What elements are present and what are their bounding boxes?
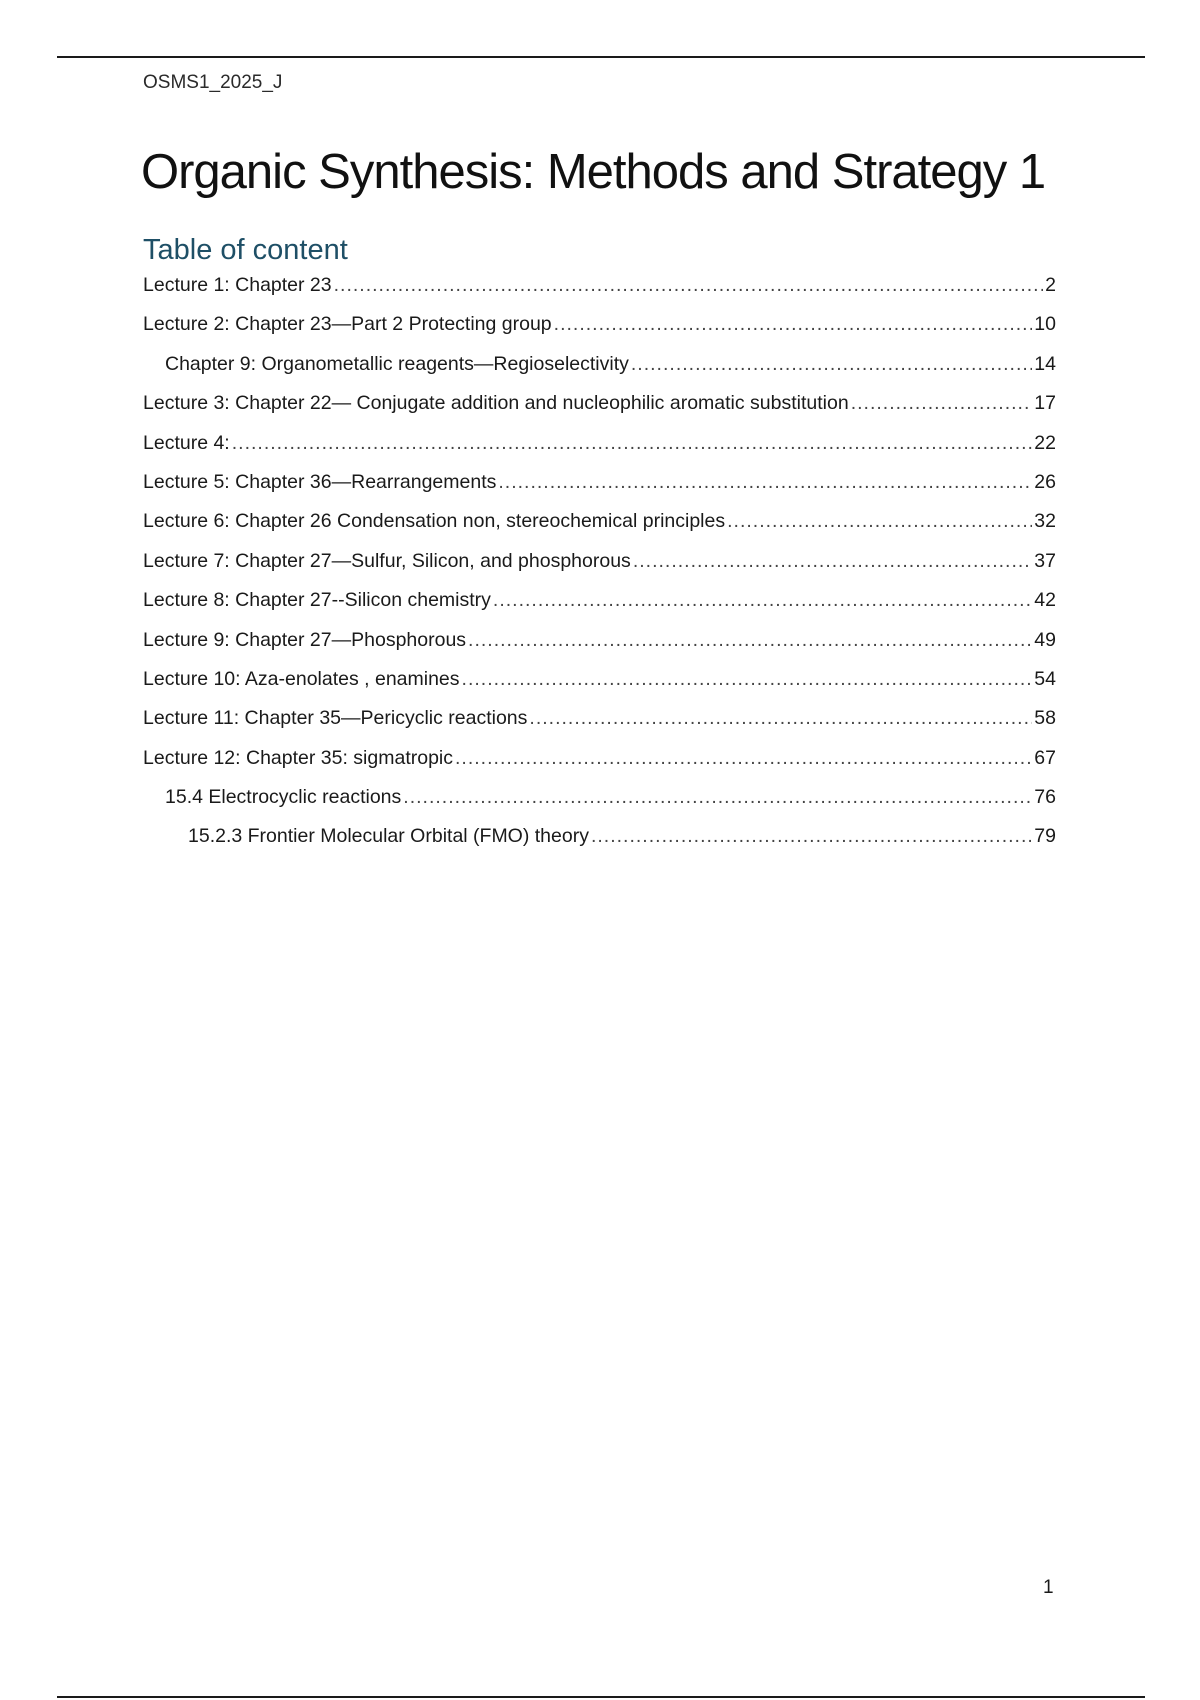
toc-entry-label: Lecture 2: Chapter 23—Part 2 Protecting group (143, 313, 552, 336)
toc-entry-page: 22 (1034, 431, 1056, 454)
toc-entry-page: 37 (1034, 549, 1056, 572)
toc-dot-leader (334, 274, 1044, 297)
toc-dot-leader (498, 471, 1032, 494)
toc-entry-label: 15.4 Electrocyclic reactions (165, 786, 402, 809)
toc-entry[interactable] (143, 471, 1056, 510)
toc-entry[interactable] (143, 707, 1056, 746)
toc-entry-page: 26 (1034, 470, 1056, 493)
toc-entry[interactable] (143, 550, 1056, 589)
toc-entry-page: 17 (1034, 392, 1056, 415)
toc-entry-label: Chapter 9: Organometallic reagents—Regioselectivity (165, 352, 629, 375)
toc-entry-label: Lecture 5: Chapter 36—Rearrangements (143, 470, 497, 493)
toc-dot-leader (529, 707, 1032, 730)
toc-entry[interactable] (143, 668, 1056, 707)
footer-rule (57, 1696, 1145, 1698)
toc-entry-page: 76 (1034, 786, 1056, 809)
toc-entry-page: 14 (1034, 352, 1056, 375)
toc-entry-label: Lecture 9: Chapter 27—Phosphorous (143, 628, 467, 651)
toc-entry-label: Lecture 7: Chapter 27—Sulfur, Silicon, and phosphorous (143, 549, 631, 572)
toc-dot-leader (727, 510, 1032, 533)
toc-entry-page: 10 (1034, 313, 1056, 336)
toc-entry[interactable] (143, 589, 1056, 628)
toc-entry[interactable] (143, 825, 1056, 864)
toc-entry-label: Lecture 4: (143, 431, 230, 454)
toc-dot-leader (554, 313, 1033, 336)
toc-dot-leader (403, 786, 1032, 809)
toc-entry-label: Lecture 11: Chapter 35—Pericyclic reactions (143, 707, 528, 730)
toc-entry[interactable] (143, 353, 1056, 392)
header-rule (57, 56, 1145, 58)
table-of-contents (143, 274, 1056, 865)
toc-entry-page: 49 (1034, 628, 1056, 651)
toc-entry-page: 2 (1045, 274, 1056, 296)
toc-entry[interactable] (143, 629, 1056, 668)
toc-entry-label: Lecture 12: Chapter 35: sigmatropic (143, 746, 454, 769)
toc-entry[interactable] (143, 432, 1056, 471)
toc-dot-leader (631, 353, 1032, 376)
toc-entry-label: Lecture 3: Chapter 22— Conjugate addition and nucleophilic aromatic substitution (143, 392, 849, 415)
toc-entry-page: 54 (1034, 667, 1056, 690)
toc-heading: Table of content (143, 234, 348, 266)
toc-entry-page: 58 (1034, 707, 1056, 730)
toc-dot-leader (232, 432, 1033, 455)
toc-entry-label: Lecture 1: Chapter 23 (143, 274, 332, 296)
toc-entry[interactable] (143, 747, 1056, 786)
toc-entry-page: 42 (1034, 589, 1056, 612)
toc-dot-leader (591, 825, 1032, 848)
document-code: OSMS1_2025_J (143, 72, 283, 93)
toc-entry-page: 67 (1034, 746, 1056, 769)
toc-entry-label: Lecture 8: Chapter 27--Silicon chemistry (143, 589, 491, 612)
document-title: Organic Synthesis: Methods and Strategy 1 (141, 145, 1046, 199)
toc-entry-label: Lecture 6: Chapter 26 Condensation non, stereochemical principles (143, 510, 726, 533)
toc-entry[interactable] (143, 510, 1056, 549)
toc-entry[interactable] (143, 786, 1056, 825)
toc-entry-label: Lecture 10: Aza-enolates , enamines (143, 667, 460, 690)
toc-dot-leader (851, 392, 1033, 415)
toc-entry-page: 79 (1034, 825, 1056, 848)
page-number: 1 (1043, 1577, 1054, 1598)
toc-entry-label: 15.2.3 Frontier Molecular Orbital (FMO) theory (188, 825, 589, 848)
toc-dot-leader (493, 589, 1032, 612)
toc-entry[interactable] (143, 274, 1056, 313)
toc-entry-page: 32 (1034, 510, 1056, 533)
toc-dot-leader (633, 550, 1032, 573)
toc-entry[interactable] (143, 392, 1056, 431)
toc-dot-leader (468, 629, 1032, 652)
toc-dot-leader (462, 668, 1033, 691)
toc-entry[interactable] (143, 313, 1056, 352)
toc-dot-leader (455, 747, 1032, 770)
